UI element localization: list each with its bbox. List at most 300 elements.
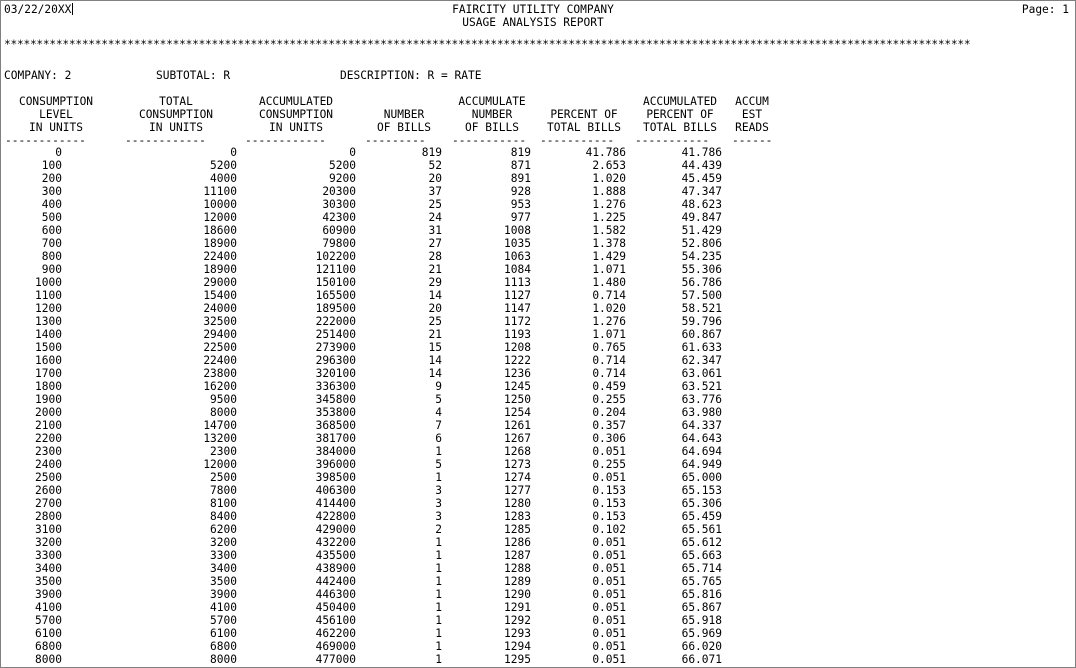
cell-consumption-level: 3500 <box>35 575 62 588</box>
cell-accumulated-percent: 63.776 <box>681 393 722 406</box>
cell-accumulated-consumption: 320100 <box>315 367 356 380</box>
cell-total-consumption: 12000 <box>203 211 237 224</box>
cell-percent-of-total-bills: 2.653 <box>592 159 626 172</box>
cell-percent-of-total-bills: 0.051 <box>592 471 626 484</box>
cell-number-of-bills: 819 <box>421 146 442 159</box>
cell-consumption-level: 600 <box>41 224 62 237</box>
column-header-line: PERCENT OF <box>646 108 714 121</box>
cell-accumulate-number-of-bills: 1261 <box>504 419 531 432</box>
cell-total-consumption: 18900 <box>203 263 237 276</box>
cell-total-consumption: 5700 <box>210 614 237 627</box>
cell-percent-of-total-bills: 0.306 <box>592 432 626 445</box>
cell-total-consumption: 4100 <box>210 601 237 614</box>
cell-accumulate-number-of-bills: 1245 <box>504 380 531 393</box>
table-row <box>1 341 722 354</box>
column-header-accum-est-reads <box>692 95 812 134</box>
column-underline: ------------ <box>125 134 206 147</box>
cell-total-consumption: 3500 <box>210 575 237 588</box>
cell-consumption-level: 6100 <box>35 627 62 640</box>
cell-consumption-level: 100 <box>41 159 62 172</box>
cell-accumulated-percent: 61.633 <box>681 341 722 354</box>
cell-percent-of-total-bills: 1.276 <box>592 198 626 211</box>
cell-number-of-bills: 4 <box>435 406 442 419</box>
cell-percent-of-total-bills: 0.255 <box>592 458 626 471</box>
cell-accumulated-percent: 65.816 <box>681 588 722 601</box>
cell-accumulated-percent: 44.439 <box>681 159 722 172</box>
cell-total-consumption: 13200 <box>203 432 237 445</box>
cell-accumulated-consumption: 462200 <box>315 627 356 640</box>
cell-accumulated-consumption: 0 <box>349 146 356 159</box>
report-date-text: 03/22/20XX <box>4 3 72 16</box>
cell-accumulated-consumption: 442400 <box>315 575 356 588</box>
cell-total-consumption: 5200 <box>210 159 237 172</box>
cell-accumulate-number-of-bills: 1268 <box>504 445 531 458</box>
column-header-line: OF BILLS <box>465 121 519 134</box>
cell-accumulated-consumption: 384000 <box>315 445 356 458</box>
cell-accumulate-number-of-bills: 1290 <box>504 588 531 601</box>
cell-number-of-bills: 6 <box>435 432 442 445</box>
cell-percent-of-total-bills: 1.582 <box>592 224 626 237</box>
column-header-line: NUMBER <box>383 108 425 121</box>
cell-accumulate-number-of-bills: 1063 <box>504 250 531 263</box>
report-title: USAGE ANALYSIS REPORT <box>462 16 604 29</box>
cell-consumption-level: 2800 <box>35 510 62 523</box>
cell-percent-of-total-bills: 0.357 <box>592 419 626 432</box>
cell-accumulated-consumption: 381700 <box>315 432 356 445</box>
cell-accumulated-percent: 66.020 <box>681 640 722 653</box>
table-row <box>1 471 722 484</box>
cell-percent-of-total-bills: 0.051 <box>592 640 626 653</box>
cell-consumption-level: 2700 <box>35 497 62 510</box>
cell-total-consumption: 12000 <box>203 458 237 471</box>
cell-accumulate-number-of-bills: 1035 <box>504 237 531 250</box>
column-header-line: CONSUMPTION <box>18 95 94 108</box>
cell-consumption-level: 400 <box>41 198 62 211</box>
cell-percent-of-total-bills: 0.765 <box>592 341 626 354</box>
cell-accumulated-percent: 60.867 <box>681 328 722 341</box>
cell-accumulated-consumption: 102200 <box>315 250 356 263</box>
cell-number-of-bills: 1 <box>435 549 442 562</box>
cell-accumulated-consumption: 353800 <box>315 406 356 419</box>
cell-accumulated-consumption: 438900 <box>315 562 356 575</box>
cell-number-of-bills: 14 <box>428 354 442 367</box>
table-row <box>1 432 722 445</box>
cell-accumulated-percent: 64.337 <box>681 419 722 432</box>
cell-consumption-level: 1700 <box>35 367 62 380</box>
column-underline: ------------ <box>5 134 86 147</box>
cell-number-of-bills: 27 <box>428 237 442 250</box>
table-row <box>1 627 722 640</box>
cell-number-of-bills: 29 <box>428 276 442 289</box>
cell-number-of-bills: 20 <box>428 302 442 315</box>
cell-number-of-bills: 14 <box>428 367 442 380</box>
table-row <box>1 146 722 159</box>
column-header-line: ACCUMULATE <box>458 95 526 108</box>
cell-total-consumption: 3200 <box>210 536 237 549</box>
cell-number-of-bills: 1 <box>435 471 442 484</box>
subtotal-field: SUBTOTAL: R <box>156 69 231 82</box>
column-underline: ----------- <box>452 134 527 147</box>
cell-percent-of-total-bills: 1.020 <box>592 302 626 315</box>
cell-consumption-level: 3300 <box>35 549 62 562</box>
cell-accumulated-consumption: 42300 <box>322 211 356 224</box>
cell-consumption-level: 3400 <box>35 562 62 575</box>
cell-accumulated-consumption: 368500 <box>315 419 356 432</box>
cell-total-consumption: 16200 <box>203 380 237 393</box>
cell-accumulated-percent: 65.765 <box>681 575 722 588</box>
cell-consumption-level: 3100 <box>35 523 62 536</box>
cell-accumulated-consumption: 469000 <box>315 640 356 653</box>
cell-consumption-level: 5700 <box>35 614 62 627</box>
cell-total-consumption: 2300 <box>210 445 237 458</box>
cell-accumulate-number-of-bills: 1236 <box>504 367 531 380</box>
column-header-line: ACCUMULATED <box>642 95 718 108</box>
column-header-line: ACCUM <box>735 95 769 108</box>
star-separator: ***************************************************************************************************************************************************** <box>4 38 971 51</box>
cell-consumption-level: 4100 <box>35 601 62 614</box>
column-header-line: TOTAL <box>159 95 193 108</box>
cell-number-of-bills: 5 <box>435 393 442 406</box>
cell-total-consumption: 14700 <box>203 419 237 432</box>
column-underline: ----------- <box>635 134 710 147</box>
cell-number-of-bills: 1 <box>435 627 442 640</box>
cell-total-consumption: 18600 <box>203 224 237 237</box>
cell-accumulated-percent: 59.796 <box>681 315 722 328</box>
cell-accumulate-number-of-bills: 1208 <box>504 341 531 354</box>
table-row <box>1 536 722 549</box>
cell-total-consumption: 32500 <box>203 315 237 328</box>
cell-consumption-level: 2400 <box>35 458 62 471</box>
column-header-line: IN UNITS <box>149 121 203 134</box>
table-row <box>1 263 722 276</box>
cell-total-consumption: 9500 <box>210 393 237 406</box>
cell-number-of-bills: 37 <box>428 185 442 198</box>
cell-accumulate-number-of-bills: 871 <box>510 159 531 172</box>
column-header-line: OF BILLS <box>377 121 431 134</box>
cell-percent-of-total-bills: 1.378 <box>592 237 626 250</box>
table-row <box>1 380 722 393</box>
table-row <box>1 276 722 289</box>
cell-accumulated-percent: 51.429 <box>681 224 722 237</box>
cell-accumulate-number-of-bills: 1008 <box>504 224 531 237</box>
cell-accumulate-number-of-bills: 1147 <box>504 302 531 315</box>
cell-consumption-level: 900 <box>41 263 62 276</box>
cell-accumulate-number-of-bills: 1274 <box>504 471 531 484</box>
cell-number-of-bills: 52 <box>428 159 442 172</box>
cell-accumulate-number-of-bills: 1084 <box>504 263 531 276</box>
cell-number-of-bills: 1 <box>435 601 442 614</box>
cell-accumulate-number-of-bills: 1283 <box>504 510 531 523</box>
table-row <box>1 419 722 432</box>
column-underline: ------------ <box>245 134 326 147</box>
cell-percent-of-total-bills: 0.153 <box>592 510 626 523</box>
cell-percent-of-total-bills: 1.429 <box>592 250 626 263</box>
cell-accumulate-number-of-bills: 1267 <box>504 432 531 445</box>
cell-accumulated-consumption: 30300 <box>322 198 356 211</box>
cell-number-of-bills: 21 <box>428 328 442 341</box>
cell-accumulate-number-of-bills: 977 <box>510 211 531 224</box>
usage-table-body <box>1 146 722 666</box>
column-header-line: NUMBER <box>471 108 513 121</box>
cell-accumulated-consumption: 251400 <box>315 328 356 341</box>
table-row <box>1 393 722 406</box>
table-row <box>1 458 722 471</box>
cell-number-of-bills: 1 <box>435 653 442 666</box>
cell-number-of-bills: 9 <box>435 380 442 393</box>
cell-percent-of-total-bills: 0.051 <box>592 575 626 588</box>
cell-consumption-level: 1200 <box>35 302 62 315</box>
column-header-line: READS <box>735 121 769 134</box>
cell-total-consumption: 0 <box>230 146 237 159</box>
cell-number-of-bills: 5 <box>435 458 442 471</box>
column-header-line: ACCUMULATED <box>258 95 334 108</box>
company-field: COMPANY: 2 <box>4 69 72 82</box>
cell-percent-of-total-bills: 1.480 <box>592 276 626 289</box>
cell-accumulated-consumption: 429000 <box>315 523 356 536</box>
table-row <box>1 549 722 562</box>
cell-accumulated-consumption: 432200 <box>315 536 356 549</box>
cell-accumulated-consumption: 5200 <box>329 159 356 172</box>
table-row <box>1 484 722 497</box>
cell-accumulated-percent: 64.643 <box>681 432 722 445</box>
cell-accumulate-number-of-bills: 1293 <box>504 627 531 640</box>
cell-accumulated-percent: 64.694 <box>681 445 722 458</box>
cell-accumulate-number-of-bills: 1172 <box>504 315 531 328</box>
column-header-consumption-level <box>0 95 116 134</box>
column-underline: --------- <box>365 134 426 147</box>
column-header-accumulated-consumption <box>236 95 356 134</box>
cell-number-of-bills: 1 <box>435 445 442 458</box>
cell-accumulated-consumption: 406300 <box>315 484 356 497</box>
table-row <box>1 497 722 510</box>
cell-consumption-level: 2200 <box>35 432 62 445</box>
table-row <box>1 653 722 666</box>
cell-total-consumption: 4000 <box>210 172 237 185</box>
cell-accumulated-percent: 63.980 <box>681 406 722 419</box>
table-row <box>1 406 722 419</box>
column-header-line: TOTAL BILLS <box>642 121 718 134</box>
cell-accumulated-percent: 55.306 <box>681 263 722 276</box>
cell-accumulate-number-of-bills: 1193 <box>504 328 531 341</box>
cell-accumulate-number-of-bills: 891 <box>510 172 531 185</box>
column-header-line: TOTAL BILLS <box>546 121 622 134</box>
table-row <box>1 575 722 588</box>
cell-accumulated-consumption: 222000 <box>315 315 356 328</box>
cell-accumulated-consumption: 477000 <box>315 653 356 666</box>
table-row <box>1 315 722 328</box>
cell-number-of-bills: 20 <box>428 172 442 185</box>
cell-total-consumption: 11100 <box>203 185 237 198</box>
cell-accumulated-percent: 65.000 <box>681 471 722 484</box>
cell-percent-of-total-bills: 0.459 <box>592 380 626 393</box>
cell-consumption-level: 2100 <box>35 419 62 432</box>
cell-accumulate-number-of-bills: 1254 <box>504 406 531 419</box>
cell-percent-of-total-bills: 0.714 <box>592 289 626 302</box>
cell-accumulate-number-of-bills: 1291 <box>504 601 531 614</box>
cell-accumulated-consumption: 273900 <box>315 341 356 354</box>
cell-total-consumption: 6200 <box>210 523 237 536</box>
cell-accumulate-number-of-bills: 928 <box>510 185 531 198</box>
cell-accumulated-percent: 65.306 <box>681 497 722 510</box>
cell-accumulate-number-of-bills: 1288 <box>504 562 531 575</box>
cell-accumulated-consumption: 20300 <box>322 185 356 198</box>
cell-accumulated-consumption: 60900 <box>322 224 356 237</box>
cell-number-of-bills: 3 <box>435 497 442 510</box>
cell-number-of-bills: 2 <box>435 523 442 536</box>
cell-percent-of-total-bills: 41.786 <box>585 146 626 159</box>
company-name: FAIRCITY UTILITY COMPANY <box>452 3 614 16</box>
cell-accumulated-percent: 63.061 <box>681 367 722 380</box>
column-header-line: LEVEL <box>39 108 73 121</box>
cell-accumulated-percent: 54.235 <box>681 250 722 263</box>
cell-number-of-bills: 1 <box>435 536 442 549</box>
cell-consumption-level: 8000 <box>35 653 62 666</box>
cell-accumulate-number-of-bills: 1294 <box>504 640 531 653</box>
cell-number-of-bills: 25 <box>428 315 442 328</box>
cell-consumption-level: 700 <box>41 237 62 250</box>
cell-accumulated-consumption: 456100 <box>315 614 356 627</box>
cell-consumption-level: 2300 <box>35 445 62 458</box>
cell-accumulated-consumption: 165500 <box>315 289 356 302</box>
cell-accumulated-percent: 41.786 <box>681 146 722 159</box>
cell-percent-of-total-bills: 0.051 <box>592 445 626 458</box>
cell-accumulated-percent: 57.500 <box>681 289 722 302</box>
cell-accumulated-percent: 52.806 <box>681 237 722 250</box>
cell-number-of-bills: 1 <box>435 588 442 601</box>
cell-consumption-level: 1600 <box>35 354 62 367</box>
cell-consumption-level: 2600 <box>35 484 62 497</box>
cell-consumption-level: 500 <box>41 211 62 224</box>
column-underline: ----------- <box>540 134 615 147</box>
cell-accumulated-consumption: 336300 <box>315 380 356 393</box>
column-header-line: IN UNITS <box>29 121 83 134</box>
cell-percent-of-total-bills: 1.888 <box>592 185 626 198</box>
cell-percent-of-total-bills: 0.714 <box>592 354 626 367</box>
cell-accumulated-percent: 65.153 <box>681 484 722 497</box>
cell-consumption-level: 2000 <box>35 406 62 419</box>
cell-accumulated-consumption: 345800 <box>315 393 356 406</box>
cell-total-consumption: 6800 <box>210 640 237 653</box>
cell-accumulate-number-of-bills: 1289 <box>504 575 531 588</box>
cell-total-consumption: 24000 <box>203 302 237 315</box>
cell-total-consumption: 8100 <box>210 497 237 510</box>
cell-consumption-level: 1900 <box>35 393 62 406</box>
page-number: Page: 1 <box>1021 3 1069 16</box>
cell-number-of-bills: 3 <box>435 510 442 523</box>
cell-percent-of-total-bills: 0.051 <box>592 549 626 562</box>
cell-accumulated-percent: 65.561 <box>681 523 722 536</box>
column-header-line: EST <box>741 108 763 121</box>
cell-consumption-level: 200 <box>41 172 62 185</box>
table-row <box>1 328 722 341</box>
table-row <box>1 289 722 302</box>
table-row <box>1 367 722 380</box>
cell-accumulated-percent: 65.918 <box>681 614 722 627</box>
cell-accumulate-number-of-bills: 1250 <box>504 393 531 406</box>
cell-percent-of-total-bills: 0.153 <box>592 484 626 497</box>
table-row <box>1 224 722 237</box>
cell-accumulate-number-of-bills: 1127 <box>504 289 531 302</box>
cell-total-consumption: 3900 <box>210 588 237 601</box>
cell-accumulate-number-of-bills: 1277 <box>504 484 531 497</box>
cell-percent-of-total-bills: 1.225 <box>592 211 626 224</box>
cell-accumulated-percent: 62.347 <box>681 354 722 367</box>
cell-accumulated-consumption: 396000 <box>315 458 356 471</box>
cell-number-of-bills: 25 <box>428 198 442 211</box>
cell-number-of-bills: 1 <box>435 562 442 575</box>
cell-accumulated-consumption: 189500 <box>315 302 356 315</box>
cell-percent-of-total-bills: 0.204 <box>592 406 626 419</box>
cell-accumulated-percent: 66.071 <box>681 653 722 666</box>
cell-percent-of-total-bills: 0.102 <box>592 523 626 536</box>
cell-total-consumption: 15400 <box>203 289 237 302</box>
cell-accumulated-percent: 58.521 <box>681 302 722 315</box>
cell-accumulated-percent: 65.867 <box>681 601 722 614</box>
table-row <box>1 562 722 575</box>
table-row <box>1 445 722 458</box>
cell-accumulated-percent: 65.969 <box>681 627 722 640</box>
cell-accumulated-percent: 65.714 <box>681 562 722 575</box>
table-row <box>1 302 722 315</box>
cell-total-consumption: 8000 <box>210 653 237 666</box>
cell-percent-of-total-bills: 0.051 <box>592 627 626 640</box>
cell-consumption-level: 3900 <box>35 588 62 601</box>
cell-accumulated-consumption: 150100 <box>315 276 356 289</box>
cell-consumption-level: 1800 <box>35 380 62 393</box>
cell-accumulate-number-of-bills: 1280 <box>504 497 531 510</box>
cell-accumulate-number-of-bills: 1287 <box>504 549 531 562</box>
table-row <box>1 601 722 614</box>
cell-accumulated-percent: 56.786 <box>681 276 722 289</box>
cell-percent-of-total-bills: 1.276 <box>592 315 626 328</box>
table-row <box>1 614 722 627</box>
column-underline: ------ <box>732 134 773 147</box>
cell-total-consumption: 7800 <box>210 484 237 497</box>
cell-accumulated-percent: 47.347 <box>681 185 722 198</box>
column-header-line: CONSUMPTION <box>138 108 214 121</box>
cell-accumulated-percent: 63.521 <box>681 380 722 393</box>
table-row <box>1 172 722 185</box>
cell-consumption-level: 3200 <box>35 536 62 549</box>
cell-consumption-level: 300 <box>41 185 62 198</box>
table-row <box>1 211 722 224</box>
cell-accumulated-percent: 45.459 <box>681 172 722 185</box>
cell-consumption-level: 1400 <box>35 328 62 341</box>
cell-total-consumption: 3300 <box>210 549 237 562</box>
table-row <box>1 588 722 601</box>
cell-consumption-level: 1100 <box>35 289 62 302</box>
usage-table <box>1 146 722 666</box>
cell-accumulated-consumption: 435500 <box>315 549 356 562</box>
table-row <box>1 159 722 172</box>
cell-total-consumption: 22400 <box>203 354 237 367</box>
cell-accumulated-consumption: 9200 <box>329 172 356 185</box>
cell-number-of-bills: 1 <box>435 575 442 588</box>
cell-total-consumption: 29000 <box>203 276 237 289</box>
cell-total-consumption: 8000 <box>210 406 237 419</box>
column-header-total-consumption <box>116 95 236 134</box>
cell-number-of-bills: 31 <box>428 224 442 237</box>
cell-number-of-bills: 7 <box>435 419 442 432</box>
cell-accumulate-number-of-bills: 1286 <box>504 536 531 549</box>
cell-consumption-level: 1500 <box>35 341 62 354</box>
table-row <box>1 640 722 653</box>
cell-consumption-level: 0 <box>55 146 62 159</box>
cell-number-of-bills: 1 <box>435 614 442 627</box>
cell-accumulate-number-of-bills: 1285 <box>504 523 531 536</box>
cell-accumulated-consumption: 422800 <box>315 510 356 523</box>
cell-number-of-bills: 21 <box>428 263 442 276</box>
